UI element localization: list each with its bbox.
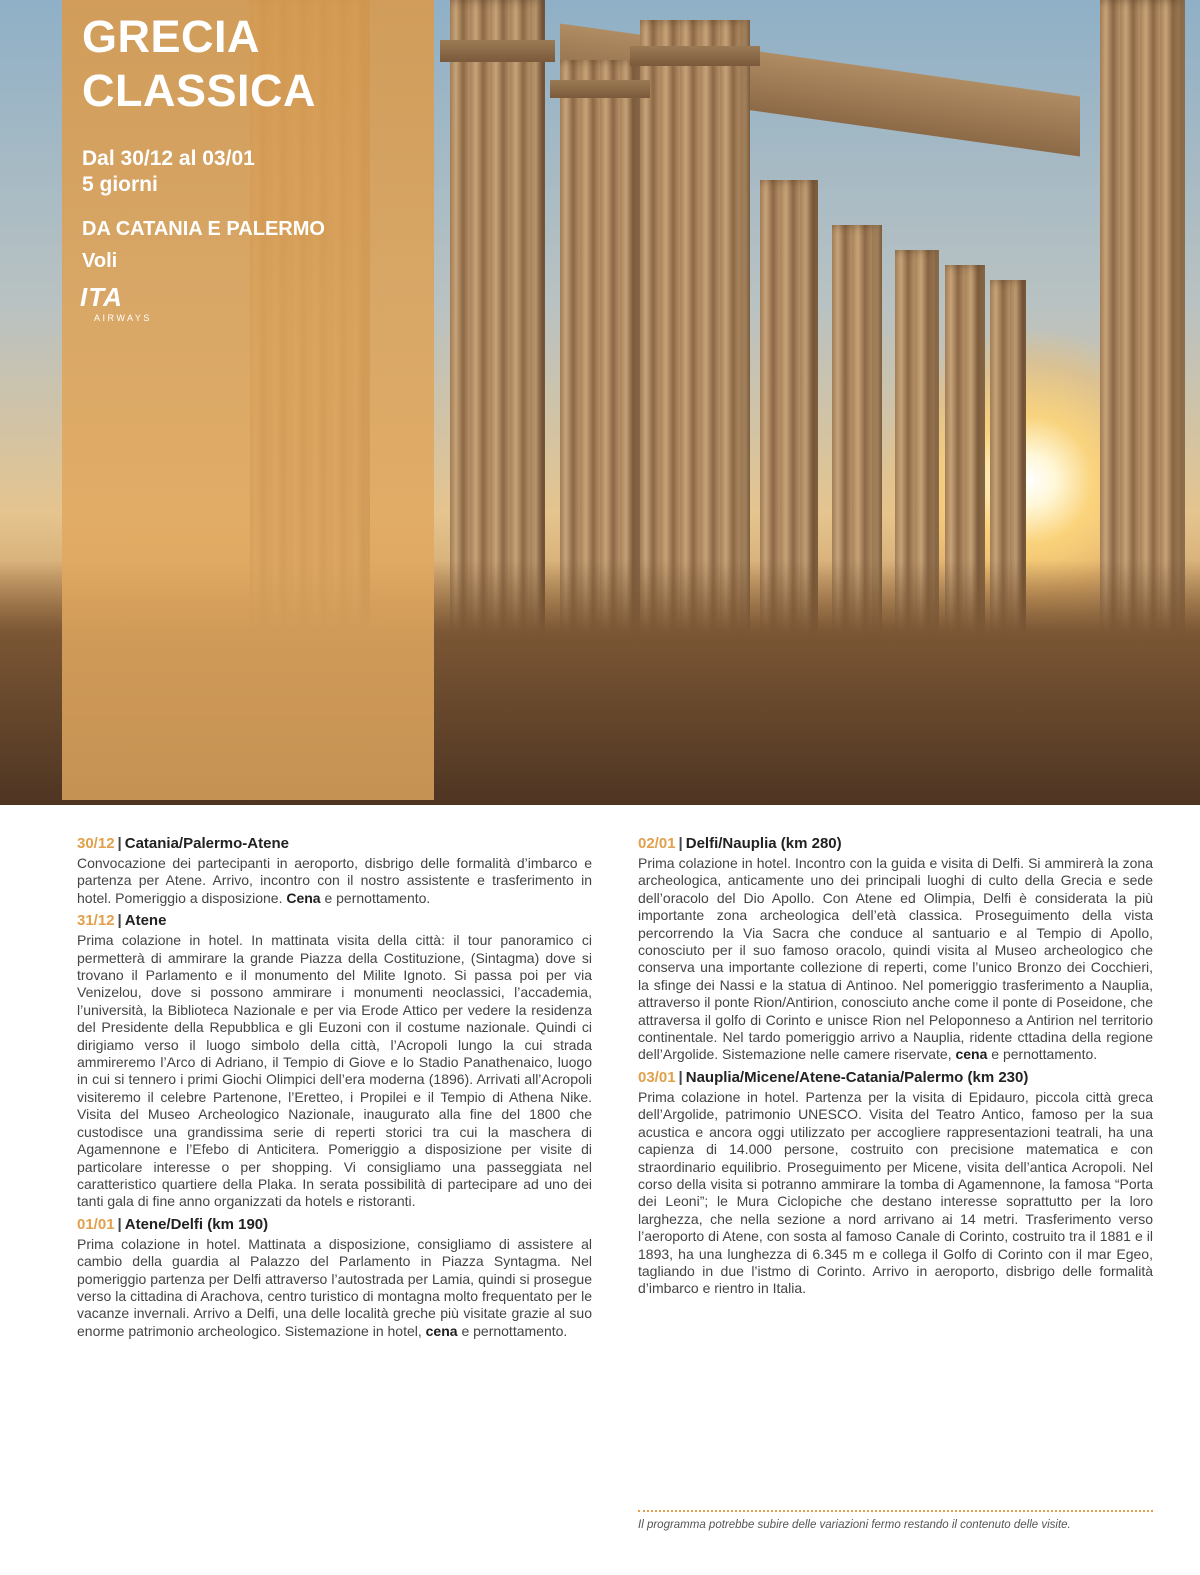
day-description (638, 855, 1153, 1064)
footnote: Il programma potrebbe subire delle variazioni fermo restando il contenuto delle visite. (638, 1519, 1071, 1531)
day-description (77, 932, 592, 1211)
day-description (77, 1236, 592, 1340)
day-title: Catania/Palermo-Atene (124, 835, 289, 852)
meal-highlight: Cena (286, 889, 321, 906)
day-date: 01/01 (77, 1215, 115, 1233)
day-separator: | (678, 835, 683, 852)
meal-highlight: cena (425, 1322, 458, 1339)
day-separator: | (117, 835, 122, 852)
dotted-divider (638, 1510, 1153, 1512)
temple-column (450, 0, 545, 645)
tour-dates: Dal 30/12 al 03/01 (82, 147, 255, 170)
day-separator: | (678, 1068, 683, 1086)
day-heading (77, 834, 592, 853)
day-text: e pernottamento. (987, 1046, 1098, 1063)
itinerary-column-left (77, 834, 592, 1344)
meal-highlight: cena (955, 1046, 988, 1063)
day-heading (77, 1215, 592, 1234)
day-text: Prima colazione in hotel. Incontro con la guida e visita di Delfi. Si ammirerà la zona archeologica, anticamente uno dei principali luoghi di culto della Grecia e sede dell’oracolo del Dio Apollo. Con Atene ed Olimpia, Delfi è considerata la più importante zona archeologica dell’età classica. Proseguimento della vista percorrendo la Via Sacra che conduce al santuario e al Tempio di Apollo, conosciuto per il suo famoso oracolo, quindi visita al Museo archeologico che conserva una importante collezione di reperti, come l’unico Bronzo dei Cocchieri, la sfinge dei Nassi e la statua di Antinoo. Nel pomeriggio trasferimento a Nauplia, attraverso il ponte Rion/Antirion, conosciuto anche come il ponte di Poseidone, che attraversa il golfo di Corinto e unisce Rion nel Peloponneso a Antirion nel territorio continentale. Nel tardo pomeriggio arrivo a Nauplia, ridente cttadina della regione dell’Argolide. Sistemazione nelle camere riservate, (638, 855, 1153, 1063)
temple-column (1100, 0, 1185, 645)
day-title: Atene/Delfi (km 190) (124, 1215, 269, 1233)
day-date: 30/12 (77, 835, 115, 852)
day-heading (638, 834, 1153, 853)
day-title: Atene (124, 912, 167, 930)
day-text: e pernottamento. (457, 1322, 568, 1339)
day-separator: | (117, 912, 122, 930)
logo-subtext: AIRWAYS (94, 313, 152, 323)
itinerary-day (77, 911, 592, 1211)
day-date: 02/01 (638, 835, 676, 852)
day-title: Nauplia/Micene/Atene-Catania/Palermo (km 230) (685, 1068, 1029, 1086)
day-text: Prima colazione in hotel. Mattinata a disposizione, consigliamo di assistere al cambio della guardia al Palazzo del Parlamento in Piazza Syntagma. Nel pomeriggio partenza per Delfi attraverso l’autostrada per Lamia, quindi si prosegue verso la cittadina di Arachova, centro turistico di montagna molto frequentato per le vacanze invernali. Arrivo a Delfi, una delle località greche più visitate grazie al suo enorme patrimonio archeologico. Sistemazione in hotel, (77, 1235, 592, 1339)
tour-duration: 5 giorni (82, 173, 158, 196)
tour-title (82, 10, 316, 118)
day-text: Prima colazione in hotel. Partenza per la visita di Epidauro, piccola città greca dell’Argolide, patrimonio UNESCO. Visita del Teatro Antico, famoso per la sua acustica e ancora oggi utilizzato per accogliere rappresentazioni teatrali, ha una capienza di 14.000 persone, costruito con precisione matematica e con straordinario equilibrio. Proseguimento per Micene, visita dell’antica Acropoli. Nel corso della visita si potranno ammirare la tomba di Agamennone, la famosa “Porta dei Leoni”; le Mura Ciclopiche che destano interesse soprattutto per la loro larghezza, che nella sezione a nord arrivano ai 14 metri. Trasferimento verso l’aeroporto di Atene, con sosta al famoso Canale di Corinto, costruito tra il 1881 e il 1893, ha una lunghezza di 6.345 m e collega il Golfo di Corinto con il mar Egeo, tagliando in due l’istmo di Corinto. Arrivo in aeroporto, disbrigo delle formalità d’imbarco e rientro in Italia. (638, 1088, 1153, 1297)
footnote-block (638, 1510, 1153, 1532)
day-text: Convocazione dei partecipanti in aeroporto, disbrigo delle formalità d’imbarco e partenza per Atene. Arrivo, incontro con il nostro assistente e trasferimento in hotel. Pomeriggio a disposizione. (77, 855, 592, 906)
day-text: Prima colazione in hotel. In mattinata visita della città: il tour panoramico ci permetterà di ammirare la grande Piazza della Costituzione, (Sintagma) dove si trovano il Parlamento e il monumento del Milite Ignoto. Si passa poi per via Venizelou, dove si possono ammirare i monumenti neoclassici, l’accademia, l’università, la Biblioteca Nazionale e per via Erode Attico per vedere la residenza del Presidente della Repubblica e gli Euzoni con il costume nazionale. Quindi ci dirigiamo verso il luogo simbolo della città, l’Acropoli lungo la cui strada ammireremo l’Arco di Adriano, il Tempio di Giove e lo Stadio Panathenaico, luogo in cui si tennero i primi Giochi Olimpici dell’era moderna (1896). Arrivati all’Acropoli visiteremo il celebre Partenone, l’Eretteo, i Propilei e il Tempio di Athena Nike. Visita del Museo Archeologico Nazionale, inaugurato alla fine del 1800 che custodisce una grandissima serie di reperti storici tra cui la maschera di Agamennone e l’Efebo di Anticitera. Pomeriggio a disposizione per visite di particolare interesse o per shopping. Vi consigliamo una passeggiata nel caratteristico quartiere della Plaka. In serata possibilità di partecipare ad uno dei tanti gala di fine anno organizzati da hotels e ristoranti. (77, 932, 592, 1210)
logo-text: ITA (80, 284, 123, 312)
itinerary-day (77, 1215, 592, 1340)
day-heading (638, 1068, 1153, 1087)
itinerary-day (638, 1068, 1153, 1298)
title-line-2: CLASSICA (82, 65, 317, 116)
day-heading (77, 911, 592, 930)
day-description (638, 1089, 1153, 1298)
ita-airways-logo (80, 284, 180, 324)
day-date: 31/12 (77, 912, 115, 930)
day-text: e pernottamento. (320, 889, 431, 906)
itinerary-day (638, 834, 1153, 1064)
itinerary-column-right (638, 834, 1153, 1302)
itinerary-day (77, 834, 592, 907)
day-title: Delfi/Nauplia (km 280) (685, 835, 842, 852)
title-panel (62, 0, 434, 800)
title-line-1: GRECIA (82, 11, 261, 62)
temple-capital (440, 40, 555, 62)
temple-capital (630, 46, 760, 66)
departure-cities: DA CATANIA E PALERMO (82, 218, 325, 240)
temple-capital (550, 80, 650, 98)
day-description (77, 855, 592, 907)
temple-column (640, 20, 750, 645)
day-separator: | (117, 1215, 122, 1233)
day-date: 03/01 (638, 1068, 676, 1086)
temple-column (560, 60, 640, 645)
flights-label: Voli (82, 250, 118, 272)
